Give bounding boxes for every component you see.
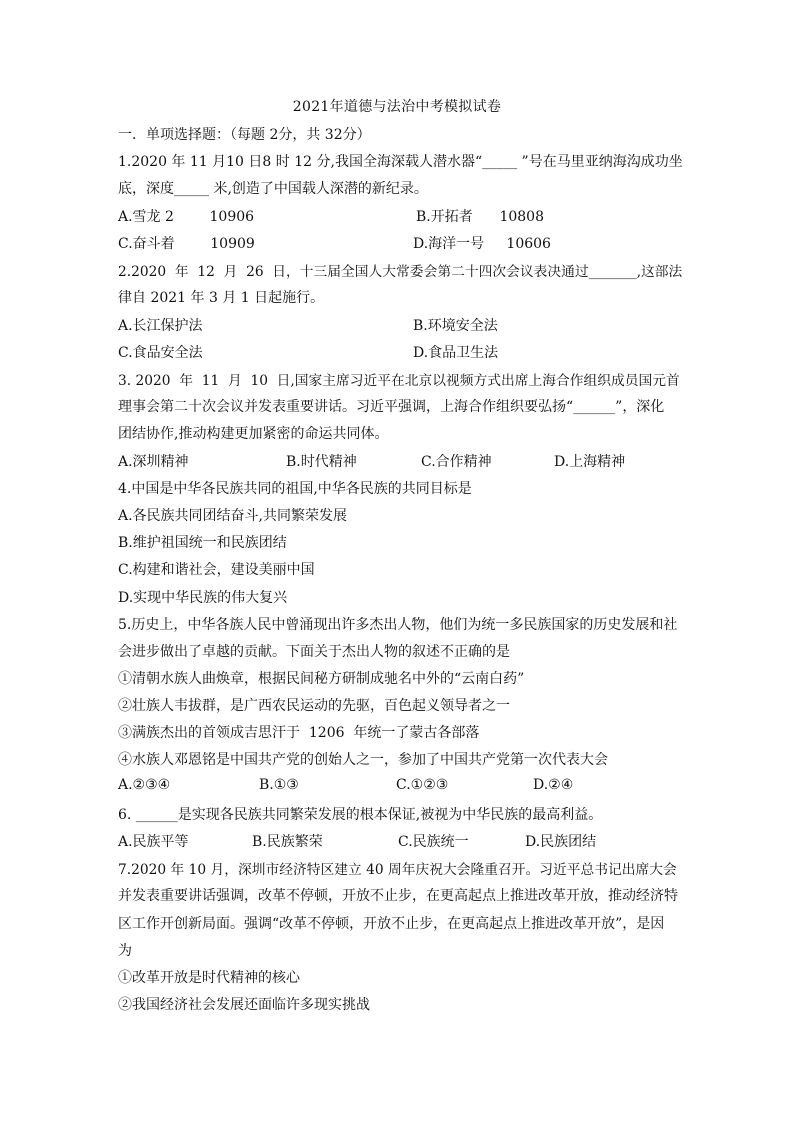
q1-option-c: C.奋斗着 10909	[118, 236, 255, 252]
q1-stem-line1: 1.2020 年 11 月10 日8 时 12 分,我国全海深载人潜水器“_____ ”号在马里亚纳海沟成功坐	[118, 154, 683, 170]
q5-stem-line1: 5.历史上，中华各族人民中曾涌现出许多杰出人物，他们为统一多民族国家的历史发展和社	[118, 617, 678, 633]
q5-statement-2: ②壮族人韦拔群，是广西农民运动的先驱，百色起义领导者之一	[118, 698, 510, 714]
q6-option-d: D.民族团结	[525, 834, 597, 850]
q5-option-c: C.①②③	[396, 777, 449, 793]
q3-stem-line1: 3. 2020 年 11 月 10 日,国家主席习近平在北京以视频方式出席上海合作组织成员国元首	[118, 373, 680, 389]
q4-option-a: A.各民族共同团结奋斗,共同繁荣发展	[118, 508, 348, 524]
q4-option-c: C.构建和谐社会，建设美丽中国	[118, 562, 315, 578]
q2-option-d: D.食品卫生法	[413, 345, 499, 361]
q1-option-d: D.海洋一号 10606	[413, 236, 551, 252]
q2-stem-line1: 2.2020 年 12 月 26 日，十三届全国人大常委会第二十四次会议表决通过_______,这部法	[118, 264, 683, 280]
q3-option-d: D.上海精神	[554, 454, 626, 470]
q6-option-a: A.民族平等	[118, 834, 189, 850]
q5-stem-line2: 会进步做出了卓越的贡献。下面关于杰出人物的叙述不正确的是	[118, 644, 510, 660]
q5-statement-3: ③满族杰出的首领成吉思汗于 1206 年统一了蒙古各部落	[118, 725, 480, 741]
q5-option-d: D.②④	[533, 777, 574, 793]
q1-option-a: A.雪龙 2 10906	[118, 209, 255, 225]
q3-option-b: B.时代精神	[286, 454, 357, 470]
q7-stem-line1: 7.2020 年 10 月，深圳市经济特区建立 40 周年庆祝大会隆重召开。习近平总书记出席大会	[118, 862, 677, 878]
q2-option-b: B.环境安全法	[413, 318, 498, 334]
q6-stem-line1: 6. ______是实现各民族共同繁荣发展的根本保证,被视为中华民族的最高利益。	[118, 807, 603, 823]
q5-option-a: A.②③④	[118, 777, 171, 793]
q3-stem-line3: 团结协作,推动构建更加紧密的命运共同体。	[118, 426, 389, 442]
q7-stem-line2: 并发表重要讲话强调，改革不停顿，开放不止步，在更高起点上推进改革开放，推动经济特	[118, 888, 678, 904]
exam-title: 2021年道德与法治中考模拟试卷	[292, 99, 502, 115]
q2-stem-line2: 律自 2021 年 3 月 1 日起施行。	[118, 290, 325, 306]
q1-stem-line2: 底，深度_____ 米,创造了中国载人深潜的新纪录。	[118, 181, 428, 197]
q4-option-b: B.维护祖国统一和民族团结	[118, 535, 287, 551]
q4-option-d: D.实现中华民族的伟大复兴	[118, 590, 288, 606]
section-heading: 一．单项选择题：（每题 2分，共 32分）	[118, 127, 371, 143]
q6-option-c: C.民族统一	[398, 834, 469, 850]
q7-stem-line3: 区工作开创新局面。强调“改革不停顿，开放不止步，在更高起点上推进改革开放”，是因	[118, 916, 665, 932]
q3-stem-line2: 理事会第二十次会议并发表重要讲话。习近平强调，上海合作组织要弘扬“______”，深化	[118, 399, 665, 415]
q3-option-c: C.合作精神	[421, 454, 492, 470]
q4-stem-line1: 4.中国是中华各民族共同的祖国,中华各民族的共同目标是	[118, 481, 472, 497]
q2-option-a: A.长江保护法	[118, 318, 203, 334]
q6-option-b: B.民族繁荣	[252, 834, 323, 850]
q7-statement-1: ①改革开放是时代精神的核心	[118, 970, 300, 986]
q5-option-b: B.①③	[259, 777, 299, 793]
q5-statement-4: ④水族人邓恩铭是中国共产党的创始人之一，参加了中国共产党第一次代表大会	[118, 752, 608, 768]
q7-statement-2: ②我国经济社会发展还面临许多现实挑战	[118, 997, 370, 1013]
q5-statement-1: ①清朝水族人曲焕章，根据民间秘方研制成驰名中外的“云南白药”	[118, 671, 525, 687]
q7-stem-line4: 为	[118, 943, 132, 959]
q2-option-c: C.食品安全法	[118, 345, 203, 361]
q3-option-a: A.深圳精神	[118, 454, 189, 470]
q1-option-b: B.开拓者 10808	[416, 209, 544, 225]
